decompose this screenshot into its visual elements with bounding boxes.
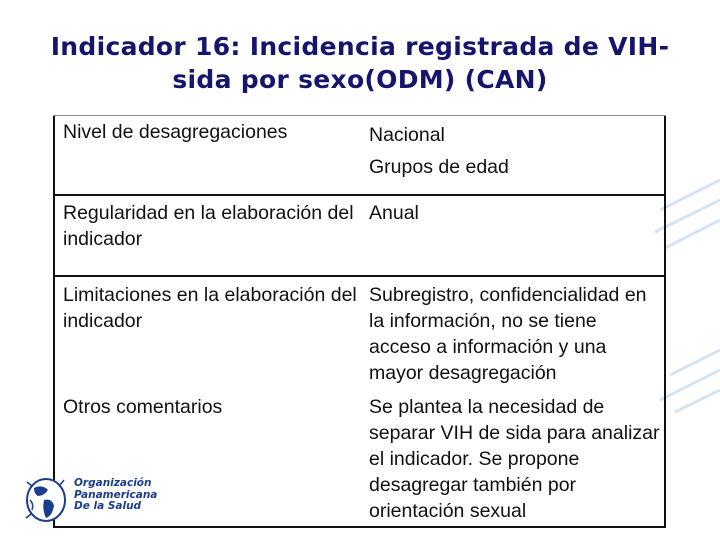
row-value (369, 119, 661, 183)
row-label: Nivel de desagregaciones (63, 121, 288, 143)
logo-line: Organización (74, 477, 152, 489)
row-value: Se plantea la necesidad de separar VIH de sida para analizar el indicador. Se propone desagregar también por orientación sexual (369, 396, 660, 522)
row-value: Subregistro, confidencialidad en la información, no se tiene acceso a información y una mayor desagregación (369, 284, 647, 384)
row-value-line: Nacional (369, 124, 445, 146)
info-table (53, 115, 666, 528)
row-label: Otros comentarios (63, 396, 223, 418)
table-row (55, 196, 664, 277)
paho-logo (24, 474, 184, 530)
row-label: Limitaciones en la elaboración del indicador (63, 284, 357, 332)
globe-icon (24, 474, 70, 524)
table-row (55, 277, 664, 389)
logo-line: Panamericana (74, 488, 158, 501)
logo-text (74, 478, 157, 513)
row-value-line: Grupos de edad (369, 156, 509, 178)
table-row (55, 115, 664, 196)
row-value: Anual (369, 202, 419, 224)
row-label: Regularidad en la elaboración del indicador (63, 202, 354, 250)
slide-title: Indicador 16: Incidencia registrada de VIH-sida por sexo(ODM) (CAN) (50, 32, 670, 94)
logo-line: De la Salud (74, 500, 142, 512)
